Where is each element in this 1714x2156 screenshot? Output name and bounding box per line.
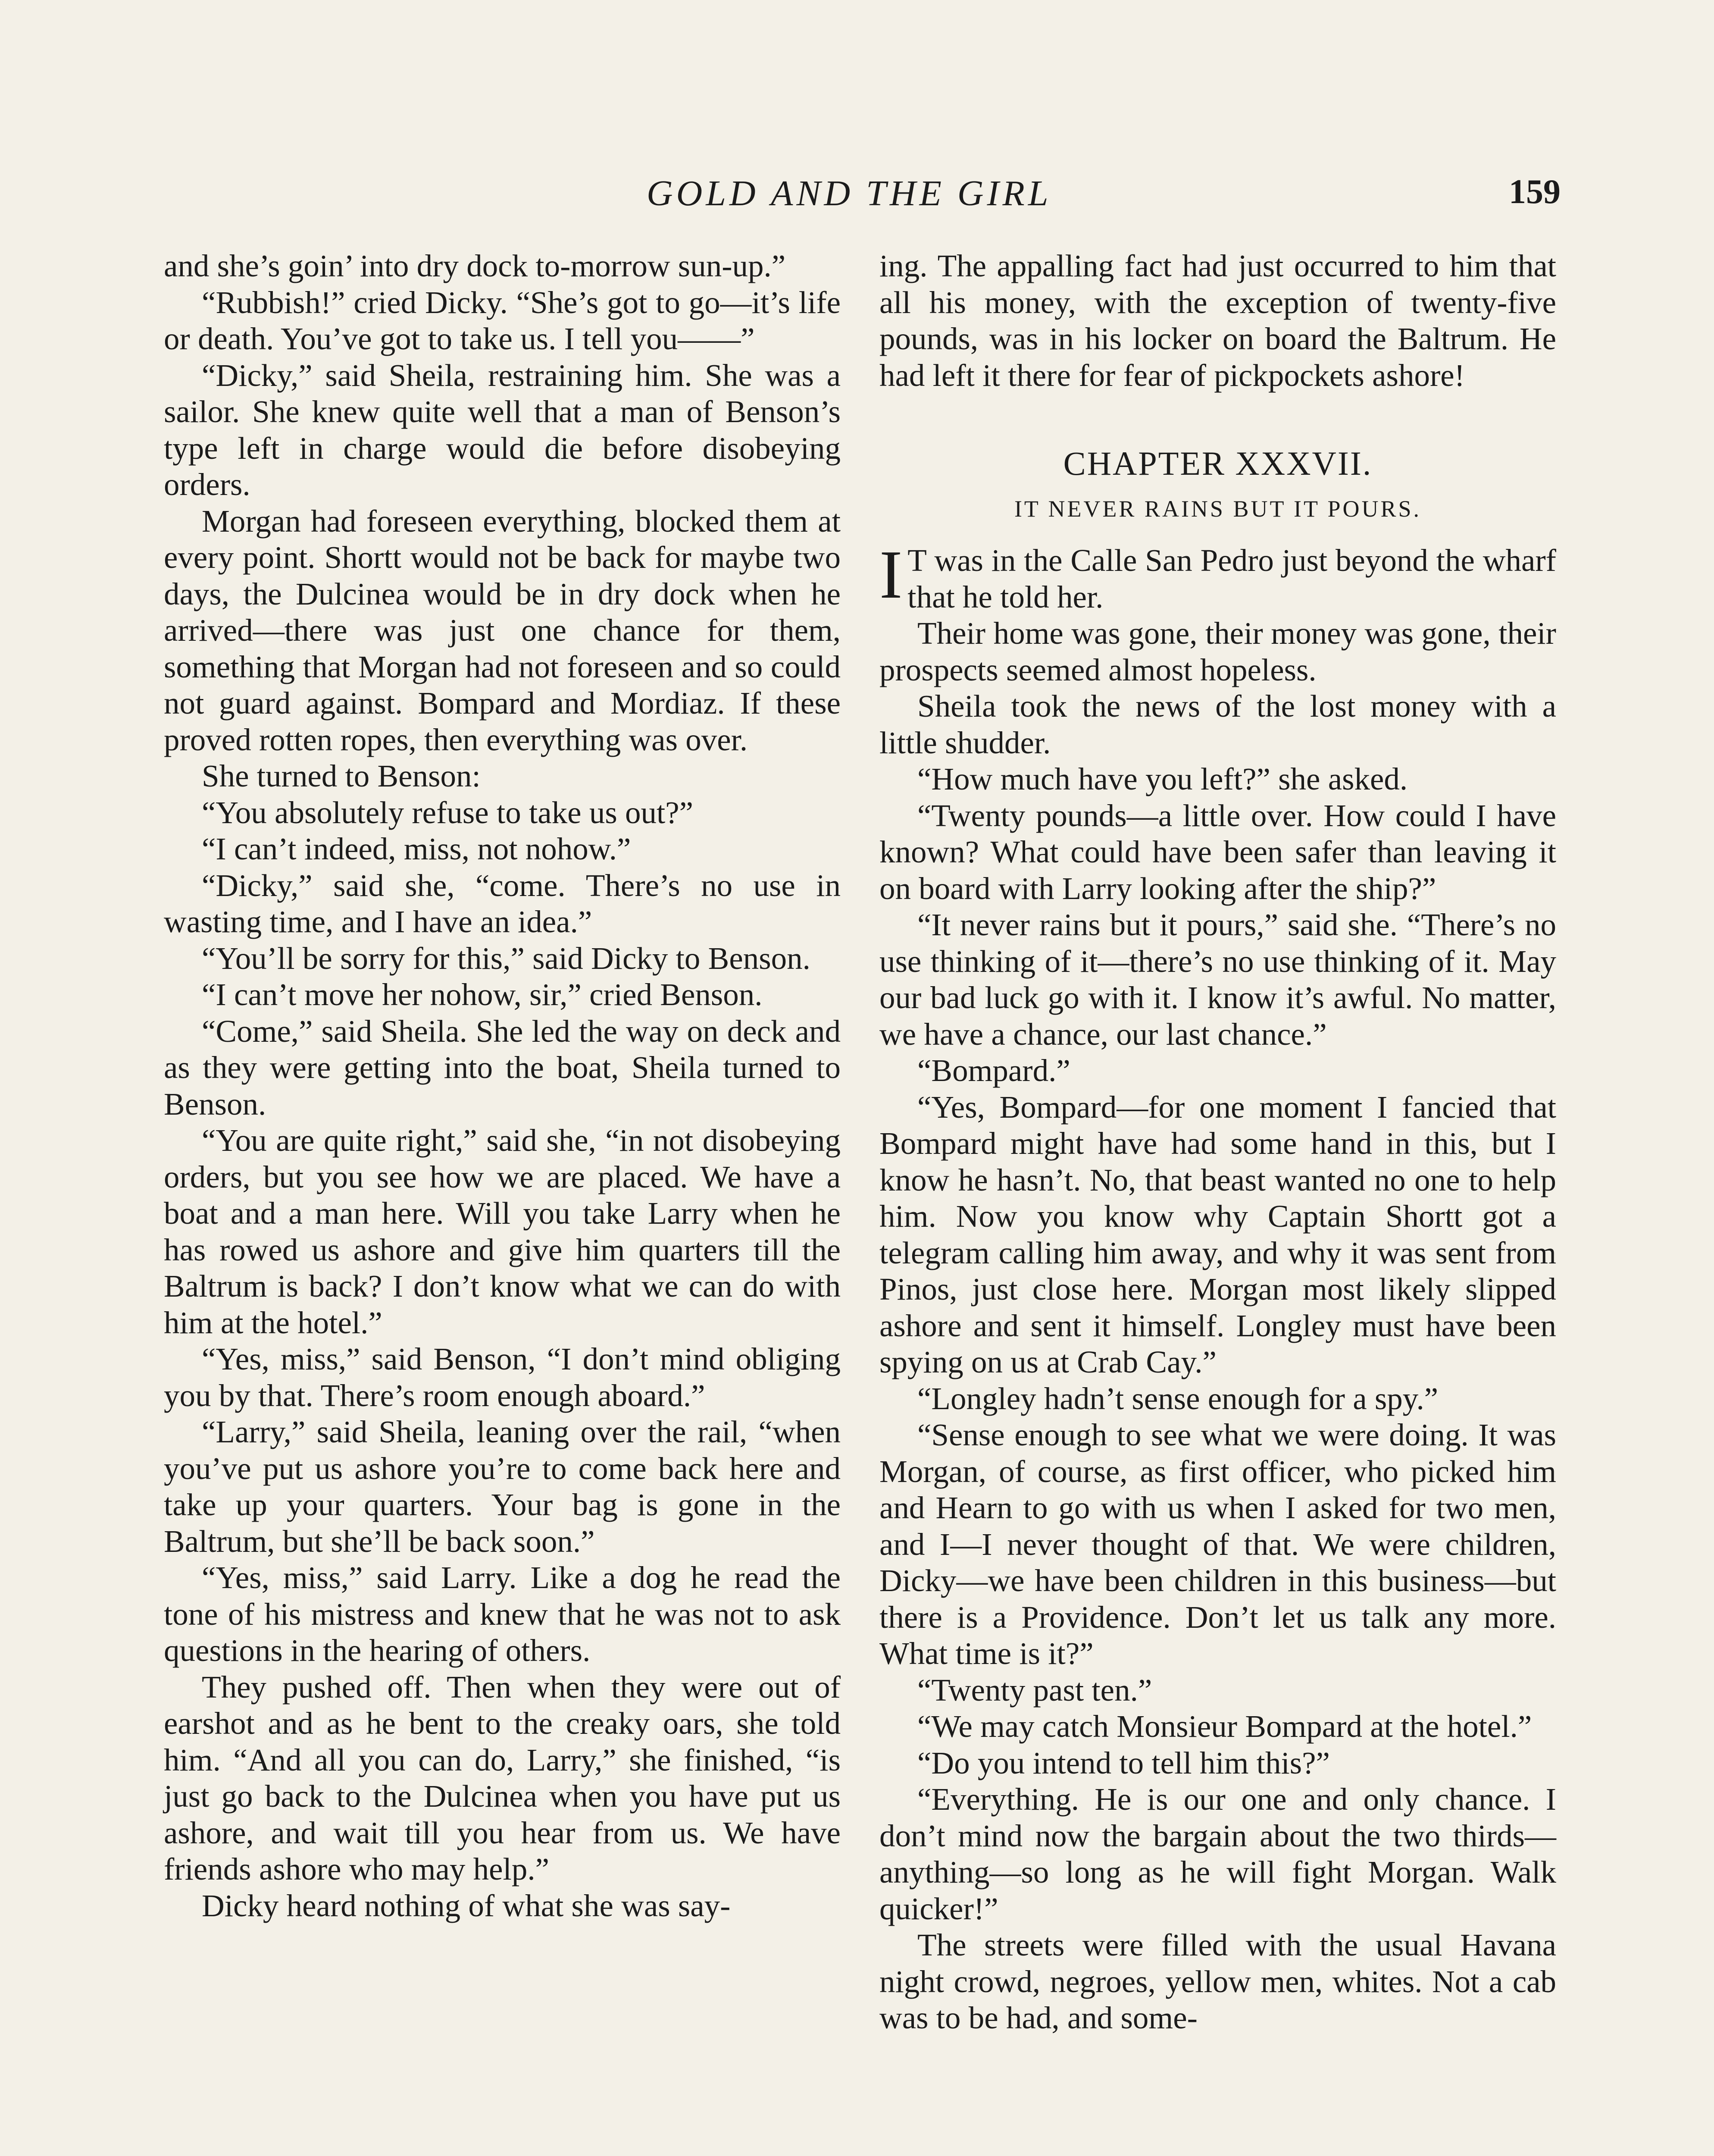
chapter-opening-text: T was in the Calle San Pedro just beyond the wharf that he told her. <box>907 543 1556 614</box>
paragraph: ing. The appalling fact had just occurred to him that all his money, with the exception of twenty-five pounds, was in his locker on board the Baltrum. He had left it there for fear of pickpockets ashore! <box>879 248 1556 393</box>
paragraph: She turned to Benson: <box>202 758 481 793</box>
right-column <box>879 248 1556 2037</box>
paragraph: “Yes, miss,” said Larry. Like a dog he read the tone of his mistress and knew that he was not to ask questions in the hearing of others. <box>164 1560 841 1668</box>
paragraph: “You are quite right,” said she, “in not disobeying orders, but you see how we are placed. We have a boat and a man here. Will you take Larry when he has rowed us ashore and give him quarters till the Baltrum is back? I don’t know what we can do with him at the hotel.” <box>164 1123 841 1340</box>
paragraph: Morgan had foreseen everything, blocked them at every point. Shortt would not be back for maybe two days, the Dulcinea would be in dry dock when he arrived—there was just one chance for them, something that Morgan had not foreseen and so could not guard against. Bompard and Mordiaz. If these proved rotten ropes, then everything was over. <box>164 503 841 757</box>
paragraph: “Longley hadn’t sense enough for a spy.” <box>917 1381 1439 1416</box>
paragraph: “Yes, miss,” said Benson, “I don’t mind obliging you by that. There’s room enough aboard.” <box>164 1341 841 1413</box>
paragraph: “You absolutely refuse to take us out?” <box>202 795 694 830</box>
paragraph: “It never rains but it pours,” said she. “There’s no use thinking of it—there’s no use thinking of it. May our bad luck go with it. I know it’s awful. No matter, we have a chance, our last chance.” <box>879 907 1556 1052</box>
paragraph: Dicky heard nothing of what she was say- <box>202 1888 731 1923</box>
running-title: GOLD AND THE GIRL <box>647 173 1052 213</box>
paragraph: “Dicky,” said Sheila, restraining him. She was a sailor. She knew quite well that a man of Benson’s type left in charge would die before disobeying orders. <box>164 357 841 502</box>
paragraph: and she’s goin’ into dry dock to-morrow sun-up.” <box>164 248 786 283</box>
paragraph: The streets were filled with the usual Havana night crowd, negroes, yellow men, whites. Not a cab was to be had, and some- <box>879 1927 1556 2035</box>
paragraph: Their home was gone, their money was gone, their prospects seemed almost hopeless. <box>879 616 1556 687</box>
paragraph: “Twenty pounds—a little over. How could I have known? What could have been safer than leaving it on board with Larry looking after the ship?” <box>879 798 1556 906</box>
chapter-subtitle: IT NEVER RAINS BUT IT POURS. <box>1014 495 1422 522</box>
paragraph: “Twenty past ten.” <box>917 1672 1152 1708</box>
paragraph: They pushed off. Then when they were out of earshot and as he bent to the creaky oars, she told him. “And all you can do, Larry,” she finished, “is just go back to the Dulcinea when you have put us ashore, and wait till you hear from us. We have friends ashore who may help.” <box>164 1669 841 1887</box>
paragraph: “Larry,” said Sheila, leaning over the rail, “when you’ve put us ashore you’re to come back here and take up your quarters. Your bag is gone in the Baltrum, but she’ll be back soon.” <box>164 1414 841 1559</box>
paragraph: “Come,” said Sheila. She led the way on deck and as they were getting into the boat, Sheila turned to Benson. <box>164 1013 841 1122</box>
paragraph: “Do you intend to tell him this?” <box>917 1745 1330 1780</box>
page-header <box>164 172 1561 224</box>
paragraph: “You’ll be sorry for this,” said Dicky to Benson. <box>202 940 810 976</box>
paragraph: “Yes, Bompard—for one moment I fancied that Bompard might have had some hand in this, but I know he hasn’t. No, that beast wanted no one to help him. Now you know why Captain Shortt got a telegram calling him away, and why it was sent from Pinos, just close here. Morgan most likely slipped ashore and sent it himself. Longley must have been spying on us at Crab Cay.” <box>879 1089 1556 1379</box>
paragraph: “How much have you left?” she asked. <box>917 761 1408 796</box>
paragraph: “Everything. He is our one and only chance. I don’t mind now the bargain about the two thirds—anything—so long as he will fight Morgan. Walk quicker!” <box>879 1782 1556 1926</box>
left-column <box>164 248 841 1924</box>
paragraph: “Dicky,” said she, “come. There’s no use in wasting time, and I have an idea.” <box>164 868 841 939</box>
paragraph: “I can’t move her nohow, sir,” cried Benson. <box>202 977 763 1012</box>
paragraph: “Bompard.” <box>917 1053 1070 1088</box>
chapter-opening-paragraph <box>879 536 1556 615</box>
paragraph: “Rubbish!” cried Dicky. “She’s got to go—it’s life or death. You’ve got to take us. I tell you——” <box>164 285 841 356</box>
page-number: 159 <box>1509 173 1561 211</box>
paragraph: “Sense enough to see what we were doing. It was Morgan, of course, as first officer, who picked him and Hearn to go with us when I asked for two men, and I—I never thought of that. We were children, Dicky—we have been children in this business—but there is a Providence. Don’t let us talk any more. What time is it?” <box>879 1417 1556 1671</box>
chapter-heading: CHAPTER XXXVII. <box>1063 445 1373 482</box>
drop-cap: I <box>879 536 903 613</box>
paragraph: “I can’t indeed, miss, not nohow.” <box>202 831 631 866</box>
paragraph: Sheila took the news of the lost money with a little shudder. <box>879 689 1556 760</box>
paragraph: “We may catch Monsieur Bompard at the hotel.” <box>917 1709 1532 1744</box>
